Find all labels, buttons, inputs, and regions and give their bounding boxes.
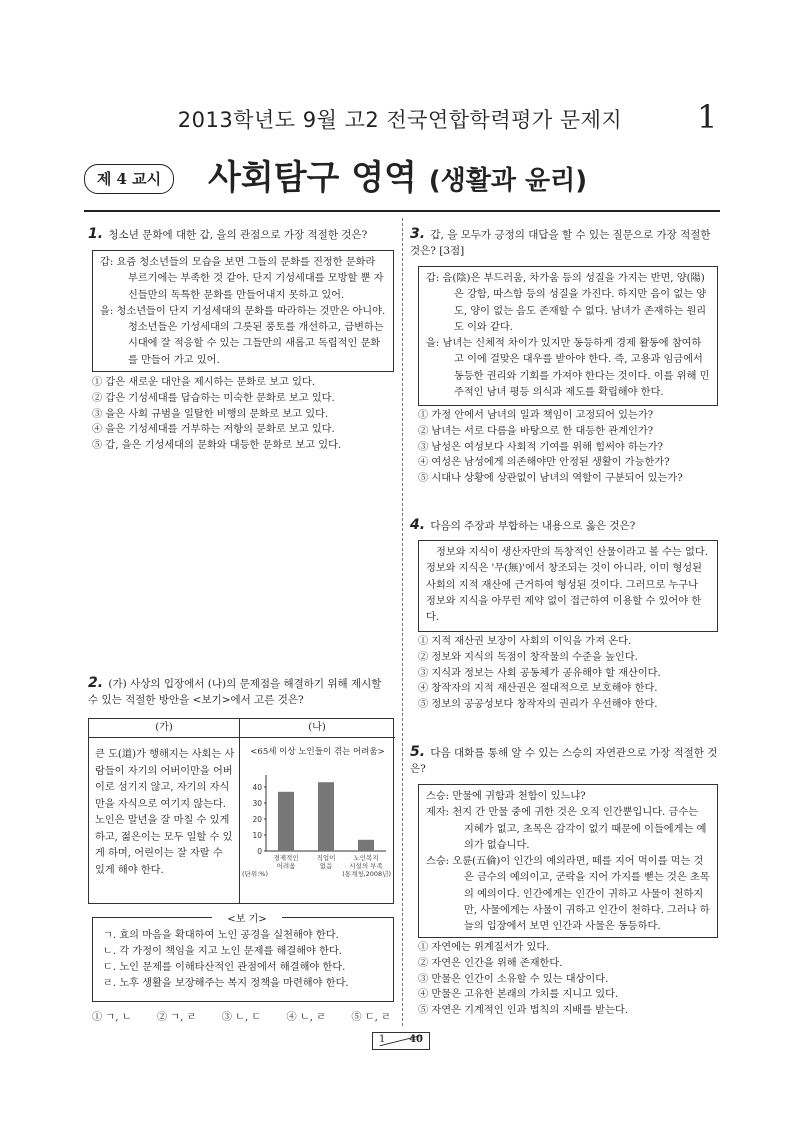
q2-table [88,718,394,904]
chart-title: <65세 이상 노인들이 겪는 어려움> [250,747,385,757]
q1-box-line: 갑: 요즘 청소년들의 모습을 보면 그들의 문화를 진정한 문화라 부르기에는 부족한 것 같아. 단지 기성세대를 모방할 뿐 자신들만의 독특한 문화를 만들어내지 못하고 있어. [100,257,384,301]
unit-label: (단위:%) [242,870,268,878]
subject-title [208,150,587,199]
x-tick-label: 경제적인 [273,854,299,862]
q3-number: 3. [410,226,426,242]
q1-option[interactable]: ⑤ 갑, 을은 기성세대의 문화와 대등한 문화로 보고 있다. [92,440,342,452]
q2-choice[interactable]: ① ㄱ, ㄴ [92,1012,132,1023]
q1-options [92,375,394,454]
q3-stem [410,226,720,259]
q4-stem [410,517,720,534]
q5-options [418,940,718,1019]
q1-number: 1. [88,226,104,242]
exam-title: 2013학년도 9월 고2 전국연합학력평가 문제지 [177,108,623,132]
q5-box-line: 스승: 오륜(五倫)이 인간의 예의라면, 떼를 지어 먹이를 먹는 것은 금수의 예의이고, 군락을 지어 가지를 뻗는 것은 초목의 예의이다. 인간에게는 인간이 귀하고 사물이 천하지만, 사물에게는 사물이 귀하고 인간이 천하다. 그러나 하늘의 입장에서 보면 인간과 사물은 동등하다. [426,856,710,933]
page-total: 40 [409,1034,423,1045]
bar [278,792,294,851]
page-indicator [372,1032,430,1050]
q1-box [92,250,394,372]
q3-option[interactable]: ⑤ 시대나 상황에 상관없이 남녀의 역할이 구분되어 있는가? [418,473,683,485]
bogi-item: ㄱ. 효의 마음을 확대하여 노인 공경을 실천해야 한다. [103,930,339,941]
x-tick-label: 어려움 [276,862,296,870]
page-number: 1 [697,98,718,136]
subject-main: 사회탐구 영역 [208,158,417,198]
x-tick-label: 없음 [319,862,333,870]
q2-choice[interactable]: ③ ㄴ, ㄷ [221,1012,262,1023]
q3-option[interactable]: ① 가정 안에서 남녀의 일과 책임이 고정되어 있는가? [418,410,654,421]
x-tick-label: 시설의 부족 [349,862,383,870]
x-tick-label: 직업이 [316,854,336,862]
x-tick-label: 노인복지 [353,854,379,862]
q1-stem-text: 청소년 문화에 대한 갑, 을의 관점으로 가장 적절한 것은? [108,229,368,241]
q3-box [418,266,718,406]
q3-option[interactable]: ③ 남성은 여성보다 사회적 기여를 위해 힘써야 하는가? [418,441,663,453]
q2-choice[interactable]: ② ㄱ, ㄹ [156,1012,197,1023]
q5-stem-text: 다음 대화를 통해 알 수 있는 스승의 자연관으로 가장 적절한 것은? [410,747,718,775]
header-rule [84,210,720,212]
subject-sub: (생활과 윤리) [428,166,588,196]
q4-box-text: 정보와 지식이 생산자만의 독창적인 산물이라고 볼 수는 없다. 정보와 지식은 '무(無)'에서 창조되는 것이 아니라, 이미 형성된 사회의 지적 재산에 근거하여 형성된 것이다. 그러므로 누구나 정보와 지식을 아무런 제약 없이 접근하여 이용할 수 있어야 한다. [426,547,708,624]
q5-number: 5. [410,744,426,760]
q1-option[interactable]: ④ 을은 기성세대를 거부하는 저항의 문화로 보고 있다. [92,424,335,436]
q4-option[interactable]: ① 지적 재산권 보장이 사회의 이익을 가져 온다. [418,636,632,647]
bar-chart [240,759,395,905]
bar [318,782,334,851]
q5-stem [410,744,720,777]
q3-options [418,408,718,487]
period-badge: 제 4 교시 [84,164,174,194]
y-tick-label: 40 [252,783,262,792]
bogi-item: ㄴ. 각 가정이 책임을 지고 노인 문제를 해결해야 한다. [103,946,343,957]
q2-stem [88,675,394,708]
y-tick-label: 10 [252,831,262,840]
q5-box-line: 제자: 천지 간 만물 중에 귀한 것은 오직 인간뿐입니다. 금수는 지혜가 없고, 초목은 감각이 없기 때문에 이들에게는 예의가 없습니다. [426,807,707,851]
q5-option[interactable]: ③ 만물은 인간이 소유할 수 있는 대상이다. [418,973,609,985]
q4-box [418,540,718,632]
q2-number: 2. [88,675,104,691]
q1-stem [88,226,394,243]
page-current: 1 [379,1034,386,1045]
bar [358,840,374,851]
q3-box-line: 갑: 음(陰)은 부드러움, 차가움 등의 성질을 가지는 반면, 양(陽)은 강함, 따스함 등의 성질을 가진다. 하지만 음이 없는 양도, 양이 없는 음도 존재할 수 없다. 남녀가 존재하는 원리도 이와 같다. [426,273,707,333]
q4-options [418,634,718,713]
q2-choices [92,1008,402,1023]
q4-option[interactable]: ③ 지식과 정보는 사회 공동체가 공유해야 할 재산이다. [418,667,661,679]
na-header: (나) [239,719,395,738]
q3-option[interactable]: ② 남녀는 서로 다름을 바탕으로 한 대등한 관계인가? [418,425,654,437]
q4-number: 4. [410,517,426,533]
q5-option[interactable]: ⑤ 자연은 기계적인 인과 법칙의 지배를 받는다. [418,1005,628,1017]
q4-option[interactable]: ② 정보와 지식의 독점이 창작물의 수준을 높인다. [418,651,638,663]
q1-option[interactable]: ③ 을은 사회 규범을 일탈한 비행의 문화로 보고 있다. [92,408,329,420]
q4-option[interactable]: ⑤ 정보의 공공성보다 창작자의 권리가 우선해야 한다. [418,699,658,711]
column-divider [402,218,404,1026]
y-tick-label: 20 [252,815,262,824]
bogi-title: <보 기> [212,910,282,925]
ga-header: (가) [89,719,239,738]
q3-box-line: 을: 남녀는 신체적 차이가 있지만 동등하게 경제 활동에 참여하고 이에 걸맞은 대우를 받아야 한다. 즉, 고용과 임금에서 동등한 권리와 기회를 가져야 한다는 것이다. 이를 위해 민주적인 남녀 평등 의식과 제도를 확립해야 한다. [426,338,710,399]
bogi-header [92,912,394,925]
q4-stem-text: 다음의 주장과 부합하는 내용으로 옳은 것은? [430,520,636,532]
q2-stem-text: (가) 사상의 입장에서 (나)의 문제점을 해결하기 위해 제시할 수 있는 적절한 방안을 <보기>에서 고른 것은? [88,678,382,706]
q2-choice[interactable]: ④ ㄴ, ㄹ [286,1012,327,1023]
q4-option[interactable]: ④ 창작자의 지적 재산권은 절대적으로 보호해야 한다. [418,683,658,695]
q3-stem-text: 갑, 을 모두가 긍정의 대답을 할 수 있는 질문으로 가장 적절한 것은? [3점] [410,229,711,257]
q3-option[interactable]: ④ 여성은 남성에게 의존해야만 안정된 생활이 가능한가? [418,457,670,469]
q1-option[interactable]: ① 갑은 새로운 대안을 제시하는 문화로 보고 있다. [92,377,316,388]
q5-option[interactable]: ② 자연은 인간을 위해 존재한다. [418,957,563,969]
y-tick-label: 30 [252,799,262,808]
bogi-box [92,922,394,1002]
ga-text: 큰 도(道)가 행해지는 사회는 사람들이 자기의 어버이만을 어버이로 섬기지 않고, 자기의 자식만을 자식으로 여기지 않는다. 노인은 말년을 잘 마칠 수 있게 하고, 젊은이는 모두 일할 수 있게 하며, 어린이는 잘 자랄 수 있게 해야 한다. [95,749,235,876]
q2-choice[interactable]: ⑤ ㄷ, ㄹ [351,1012,391,1023]
y-tick-label: 0 [257,847,262,856]
bogi-item: ㄹ. 노후 생활을 보장해주는 복지 정책을 마련해야 한다. [103,978,349,989]
q1-box-line: 을: 청소년들이 단지 기성세대의 문화를 따라하는 것만은 아니야. 청소년들은 기성세대의 그릇된 풍토를 개선하고, 급변하는 시대에 잘 적응할 수 있는 그들만의 새롭고 독립적인 문화를 만들어 가고 있어. [100,305,386,366]
q5-option[interactable]: ④ 만물은 고유한 본래의 가치를 지니고 있다. [418,989,619,1001]
q5-box-line: 스승: 만물에 귀함과 천함이 있느냐? [426,791,586,802]
bogi-item: ㄷ. 노인 문제를 이해타산적인 관점에서 해결해야 한다. [103,962,346,973]
q5-box [418,784,718,938]
source-label: (통계청,2008년) [342,870,391,878]
q1-option[interactable]: ② 갑은 기성세대를 답습하는 미숙한 문화로 보고 있다. [92,392,335,404]
q5-option[interactable]: ① 자연에는 위계질서가 있다. [418,942,550,953]
